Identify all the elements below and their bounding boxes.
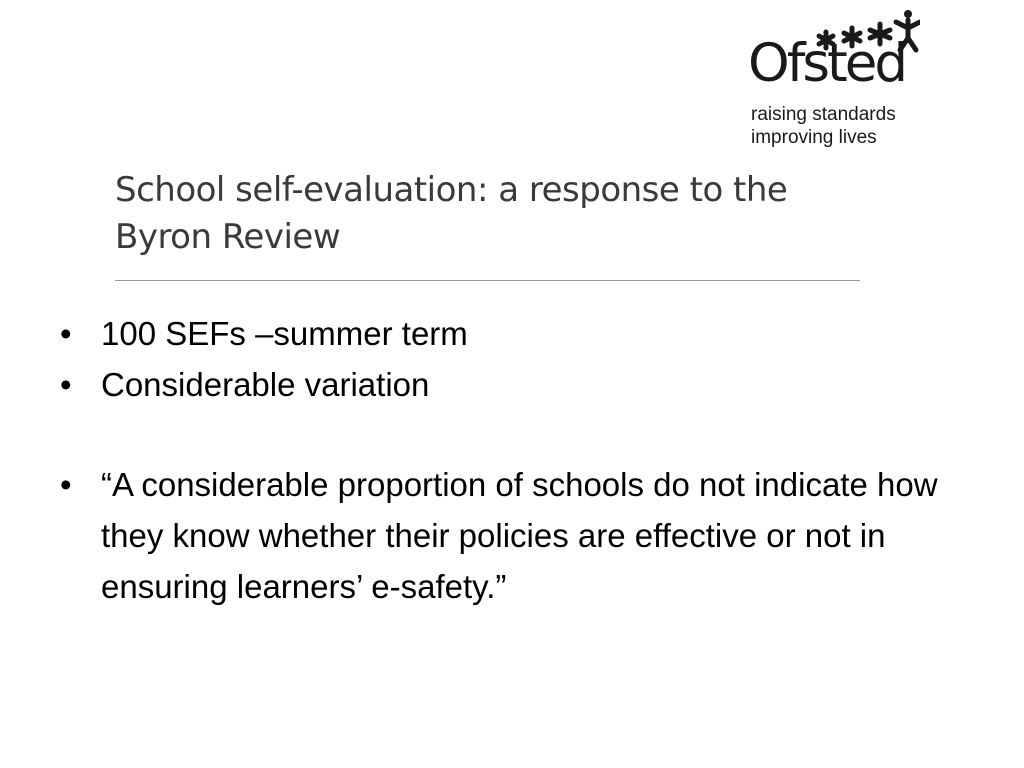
bullet-marker: • xyxy=(60,366,72,403)
bullet-item xyxy=(60,308,980,359)
tagline-line-2: improving lives xyxy=(751,127,877,148)
title-divider xyxy=(115,280,860,281)
bullet-list xyxy=(60,308,980,612)
bullet-text: 100 SEFs –summer term xyxy=(101,315,468,352)
ofsted-wordmark: Ofsted xyxy=(748,33,906,94)
bullet-item xyxy=(60,359,980,410)
ofsted-logo xyxy=(748,8,948,156)
bullet-text: Considerable variation xyxy=(101,366,430,403)
tagline-line-1: raising standards xyxy=(751,104,896,125)
bullet-marker: • xyxy=(60,315,72,352)
ofsted-tagline xyxy=(751,103,896,149)
bullet-marker: • xyxy=(60,466,72,503)
bullet-text: “A considerable proportion of schools do not indicate how they know whether their policies are effective or not in ensuring learners’ e-safety.” xyxy=(101,466,938,605)
slide-title-text: School self-evaluation: a response to the Byron Review xyxy=(115,170,788,257)
bullet-item-quote xyxy=(60,459,980,612)
slide-title xyxy=(115,167,860,261)
